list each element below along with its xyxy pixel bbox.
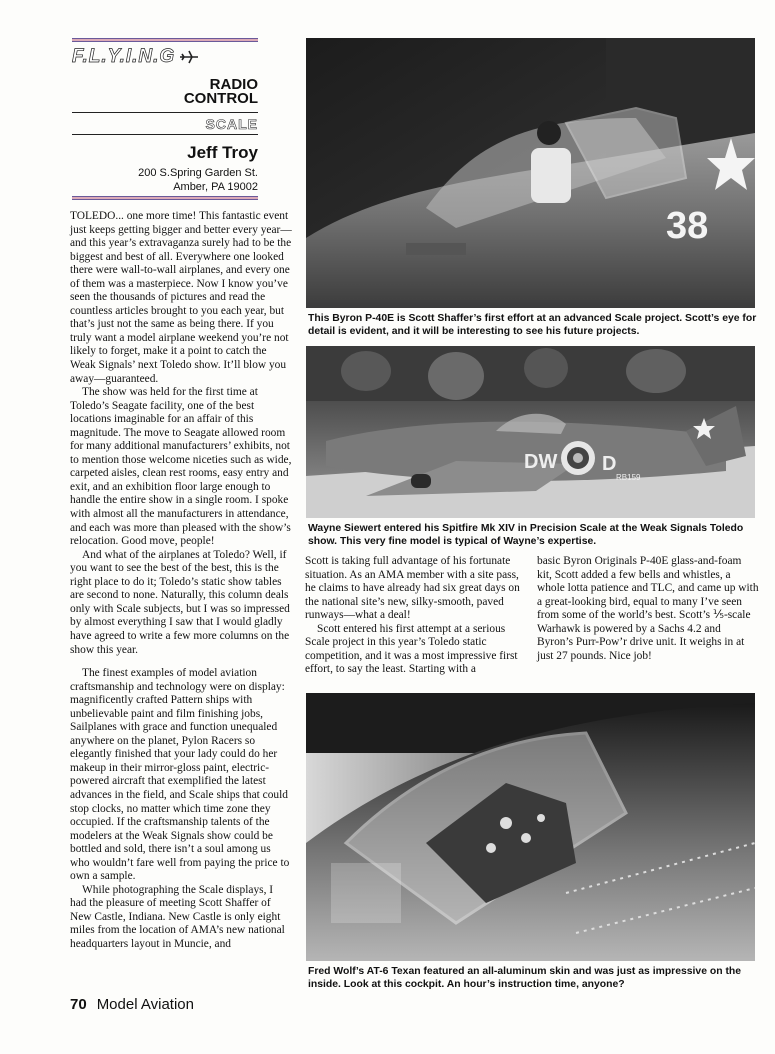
page-number: 70: [70, 996, 87, 1013]
paragraph: And what of the airplanes at Toledo? Well, if you want to see the best of the best, this is the right place to do it; Toledo’s static show tables are second to none. Naturally, this column deals only with Scale subjects, but I was so impressed by almost everything I saw that I would gladly have agreed to write a few more columns on the show this year.: [70, 548, 290, 656]
subcategory-label: SCALE: [205, 116, 258, 132]
photo-p40e-image: [306, 38, 755, 308]
paragraph: TOLEDO... one more time! This fantastic event just keeps getting bigger and better every year—and this year’s extravaganza surely had to be the biggest and best of all. Everywhere one looked there were wall-to-wall airplanes, and every one of them was a masterpiece. Now I know you’ve seen the thousands of pictures and read the countless articles brought to you each year, but that’s just not the same as being there. If you truly want a model airplane weekend you’re not likely to forget, make it a point to catch the Weak Signals’ next Toledo show. It’ll blow you away—guaranteed.: [70, 210, 292, 385]
page-footer: [70, 996, 194, 1013]
paragraph: Scott is taking full advantage of his fortunate situation. As an AMA member with a site pass, he claims to have already had six great days on the national site’s new, silky-smooth, paved runways—what a deal!: [305, 555, 520, 622]
header-stripe-bottom: [72, 196, 258, 200]
article-column-left: [70, 210, 292, 952]
address-line: Amber, PA 19002: [173, 181, 258, 193]
aircraft-letter: D: [602, 453, 617, 475]
photo-spitfire-image: [306, 346, 755, 518]
section-logo: [72, 44, 258, 70]
fuselage-number: 38: [666, 205, 709, 247]
divider: [72, 112, 258, 113]
section-title: F.L.Y.I.N.G: [72, 46, 176, 67]
author-name: Jeff Troy: [187, 143, 258, 162]
divider: [72, 134, 258, 135]
photo-caption: Fred Wolf’s AT-6 Texan featured an all-aluminum skin and was just as impressive on the inside. Look at this cockpit. An hour’s instruction time, anyone?: [308, 966, 742, 990]
photo-spitfire: [306, 346, 755, 518]
airplane-icon: [179, 49, 199, 65]
paragraph: The show was held for the first time at Toledo’s Seagate facility, one of the best locations imaginable for an affair of this magnitude. The move to Seagate allowed room for many additional manufacturers’ exhibits, not to mention those welcome niceties such as wide, carpeted aisles, clean rest rooms, easy entry and exit, and an exhibition floor large enough to handle the entire show in a single room. I spoke with almost all the manufacturers in attendance, and each was more than pleased with the show’s relocation. Good move, people!: [70, 386, 292, 548]
category-title: RADIO CONTROL: [183, 76, 258, 107]
article-column-middle: [305, 555, 527, 677]
aircraft-codes: DW: [524, 451, 558, 473]
magazine-title: Model Aviation: [96, 996, 194, 1013]
paragraph: The finest examples of model aviation craftsmanship and technology were on display: magnificently crafted Pattern ships with unbelievable paint and film finishing jobs, Sailplanes with grace and function unequaled anywhere on the planet, Pylon Racers so elegantly finished that your lady could do her makeup in their mirror-gloss paint, electric-powered aircraft that exemplified the latest advances in the field, and Scale ships that could stop clocks, no matter which time zone they occupied. If the craftsmanship talents of the modelers at the Weak Signals show could be bottled and sold, there isn’t a soul among us who wouldn’t fare well from paying the price to own a sample.: [70, 667, 290, 883]
header-stripe-top: [72, 38, 258, 42]
paragraph: While photographing the Scale displays, I had the pleasure of meeting Scott Shaffer of New Castle, Indiana. New Castle is only eight miles from the location of AMA’s new national headquarters layout in Muncie, and: [70, 883, 285, 950]
paragraph: Scott entered his first attempt at a serious Scale project in this year’s Toledo static competition, and it was a most impressive first effort, to say the least. Starting with a: [305, 622, 518, 676]
article-column-right: [537, 555, 759, 663]
photo-p40e: [306, 38, 755, 308]
address-line: 200 S.Spring Garden St.: [138, 167, 258, 179]
photo-caption: This Byron P-40E is Scott Shaffer’s first effort at an advanced Scale project. Scott’s eye for detail is evident, and it will be interesting to see his future projects.: [308, 313, 757, 337]
photo-at6-image: [306, 693, 755, 961]
photo-caption: Wayne Siewert entered his Spitfire Mk XIV in Precision Scale at the Weak Signals Toledo show. This very fine model is typical of Wayne’s expertise.: [308, 523, 744, 547]
paragraph: basic Byron Originals P-40E glass-and-foam kit, Scott added a few bells and whistles, a whole lotta patience and TLC, and came up with a great-looking bird, equal to many I’ve seen from some of the world’s best. Scott’s ⅕-scale Warhawk is powered by a Sachs 4.2 and Byron’s Purr-Pow’r drive unit. It weighs in at just 27 pounds. Nice job!: [537, 555, 759, 662]
author-address: [120, 166, 258, 194]
aircraft-serial: RB159: [616, 473, 641, 482]
photo-at6: [306, 693, 755, 961]
